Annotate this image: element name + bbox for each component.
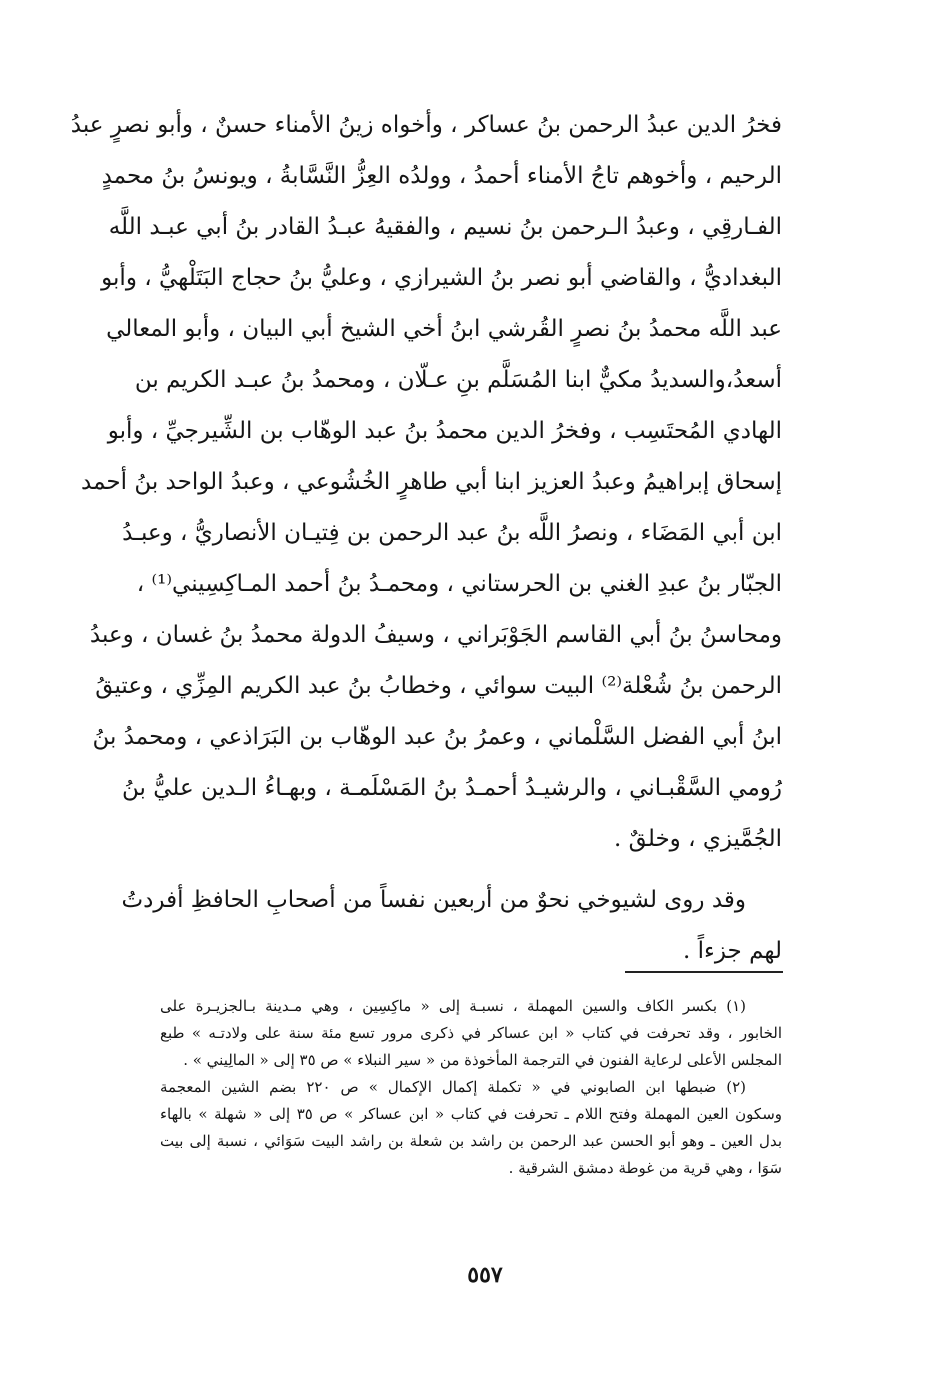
text-line: عبد اللَّه محمدُ بنُ نصرٍ القُرشي ابنُ أخي الشيخ أبي البيان ، وأبو المعالي [106, 316, 782, 342]
text-line: ابنُ أبي الفضل السَّلْماني ، وعمرُ بنُ عبد الوهّاب بن البَرَاذعي ، ومحمدُ بنُ [92, 724, 782, 750]
footnote-line: (١) بكسر الكاف والسين المهملة ، نسبـة إلى « ماكِسِين ، وهي مـدينة بـالجزيـرة على [160, 997, 746, 1015]
footnote-line: (٢) ضبطها ابن الصابوني في « تكملة إكمال الإكمال » ص ٢٢٠ بضم الشين المعجمة [160, 1078, 746, 1096]
text-line: الرحيم ، وأخوهم تاجُ الأمناء أحمدُ ، وولدُه العِزُّ النَّسَّابةُ ، ويونسُ بنُ محمدٍ [101, 163, 782, 189]
text-line: ومحاسنُ بنُ أبي القاسم الجَوْبَراني ، وسيفُ الدولة محمدُ بنُ غسان ، وعبدُ [89, 622, 782, 648]
footnote-separator [625, 971, 783, 973]
footnote-line: وسكون العين المهملة وفتح اللام ـ تحرفت في كتاب « ابن عساكر » ص ٣٥ إلى « شهلة » بالهاء [160, 1105, 783, 1123]
main-text-body [70, 100, 782, 977]
footnote-line: الخابور ، وقد تحرفت في كتاب « ابن عساكر في ذكرى مرور تسع مئة سنة على ولادتـه » طبع [160, 1024, 782, 1042]
text-line: الهادي المُحتَسِب ، وفخرُ الدين محمدُ بنُ عبد الوهّاب بن الشِّيرجيِّ ، وأبو [107, 418, 782, 444]
text-line: أسعدُ،والسديدُ مكيٌّ ابنا المُسَلَّم بنِ عـلّان ، ومحمدُ بنُ عبـد الكريم بن [134, 367, 782, 393]
text-line: الجبّار بنُ عبدِ الغني بن الحرستاني ، ومحمـدُ بنُ أحمد المـاكِسِيني⁽¹⁾ ، [136, 571, 782, 597]
text-line: فخرُ الدين عبدُ الرحمن بنُ عساكر ، وأخواه زينُ الأمناء حسنٌ ، وأبو نصرٍ عبدُ [70, 112, 782, 138]
paragraph-gap [160, 865, 782, 875]
footnotes [160, 993, 782, 1182]
text-line: ابن أبي المَضَاء ، ونصرُ اللَّه بنُ عبد الرحمن بن فِتيـان الأنصاريُّ ، وعبـدُ [122, 520, 782, 546]
footnote-line: المجلس الأعلى لرعاية الفنون في الترجمة المأخوذة من « سير النبلاء » ص ٣٥ إلى « المالِيني » . [183, 1051, 782, 1069]
text-line: وقد روى لشيوخي نحوٌ من أربعين نفساً من أصحابِ الحافظِ أفردتُ [121, 887, 746, 913]
page-number: ٥٥٧ [467, 1262, 503, 1288]
text-line: البغداديُّ ، والقاضي أبو نصر بنُ الشيرازي ، وعليُّ بنُ حجاج البَتَلْهيُّ ، وأبو [101, 265, 782, 291]
text-line: الرحمن بنُ شُعْلة⁽²⁾ البيت سوائي ، وخطابُ بنُ عبد الكريم المِزِّي ، وعتيقُ [95, 673, 782, 699]
text-line: الجُمَّيزي ، وخلقٌ . [614, 826, 782, 852]
text-line: رُومي السَّقْبـاني ، والرشيـدُ أحمـدُ بنُ المَسْلَمـة ، وبهـاءُ الـدين عليُّ بنُ [121, 775, 782, 801]
text-line: إسحاق إبراهيمُ وعبدُ العزيز ابنا أبي طاهرٍ الخُشُوعي ، وعبدُ الواحد بنُ أحمد [81, 469, 782, 495]
footnote-line: سَوَا ، وهي قرية من غوطة دمشق الشرقية . [508, 1159, 782, 1177]
text-line: لهم جزءاً . [683, 938, 782, 964]
text-line: الفـارقِي ، وعبدُ الـرحمن بنُ نسيم ، والفقيهُ عبـدُ القادر بنُ أبي عبـد اللَّه [108, 214, 782, 240]
footnote-line: بدل العين ـ وهو أبو الحسن عبد الرحمن بن راشد بن شعلة بن راشد البيت سَوَائي ، نسبة إلى بيت [160, 1132, 782, 1150]
